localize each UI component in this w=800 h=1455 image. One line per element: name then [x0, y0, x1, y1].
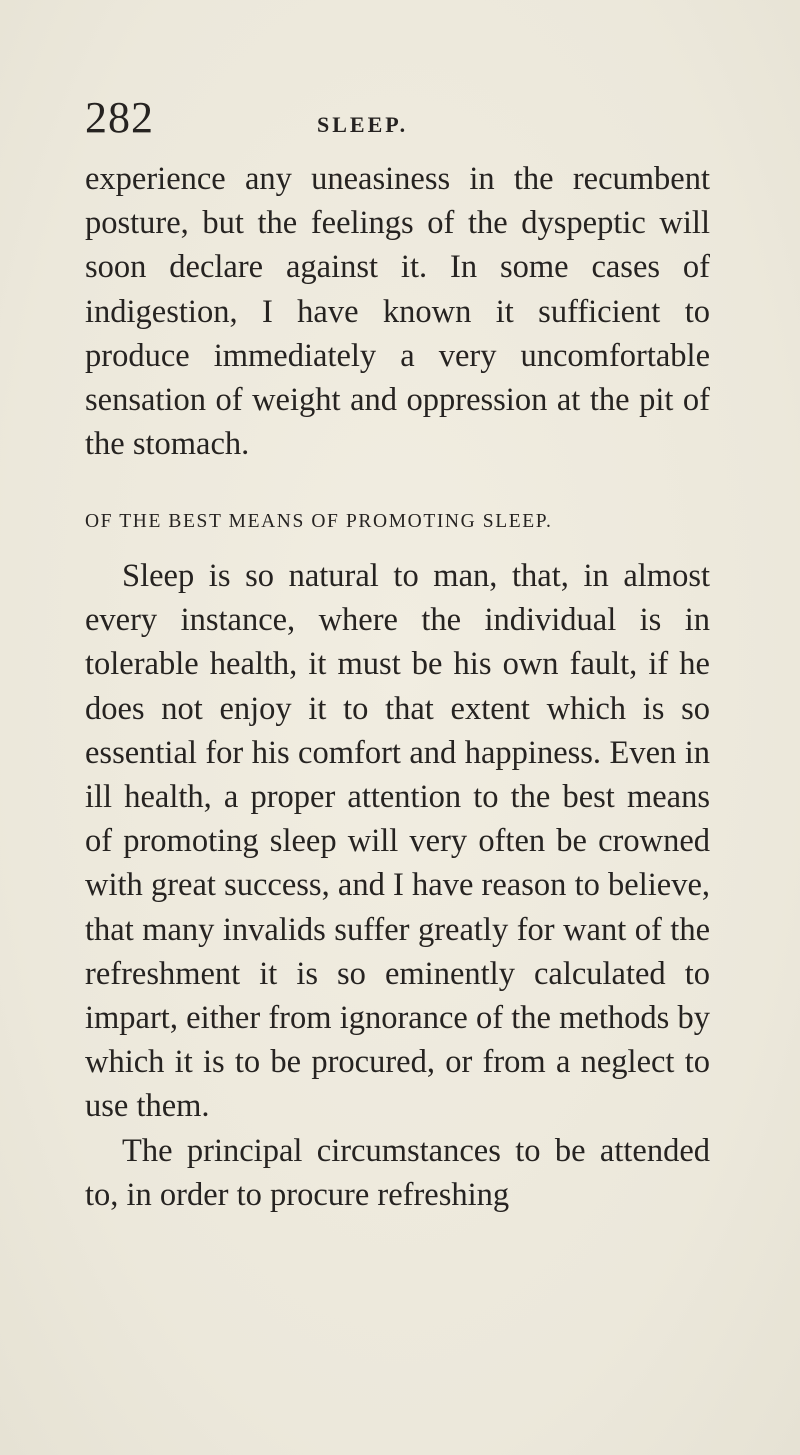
- paragraph-2: Sleep is so natural to man, that, in almost every instance, where the individual is in tolerable health, it must be his own fault, if he does not enjoy it to that extent which is so essential for his comfort and happiness. Even in ill health, a proper attention to the best means of promoting sleep will very often be crowned with great success, and I have reason to believe, that many invalids suffer greatly for want of the refreshment it is so eminently calculated to impart, either from ignorance of the methods by which it is to be procured, or from a neglect to use them.: [85, 558, 710, 1125]
- paragraph-1: experience any uneasiness in the recumbent posture, but the feelings of the dyspeptic will soon declare against it. In some cases of indigestion, I have known it sufficient to produce immediately a very uncomfortable sensation of weight and oppression at the pit of the stomach.: [85, 161, 710, 463]
- page-header: [85, 93, 705, 146]
- paragraph-3: The principal circumstances to be attended to, in order to procure refreshing: [85, 1133, 710, 1214]
- section-heading: OF THE BEST MEANS OF PROMOTING SLEEP.: [85, 511, 553, 532]
- running-head: SLEEP.: [317, 112, 409, 137]
- page-number: 282: [85, 93, 154, 142]
